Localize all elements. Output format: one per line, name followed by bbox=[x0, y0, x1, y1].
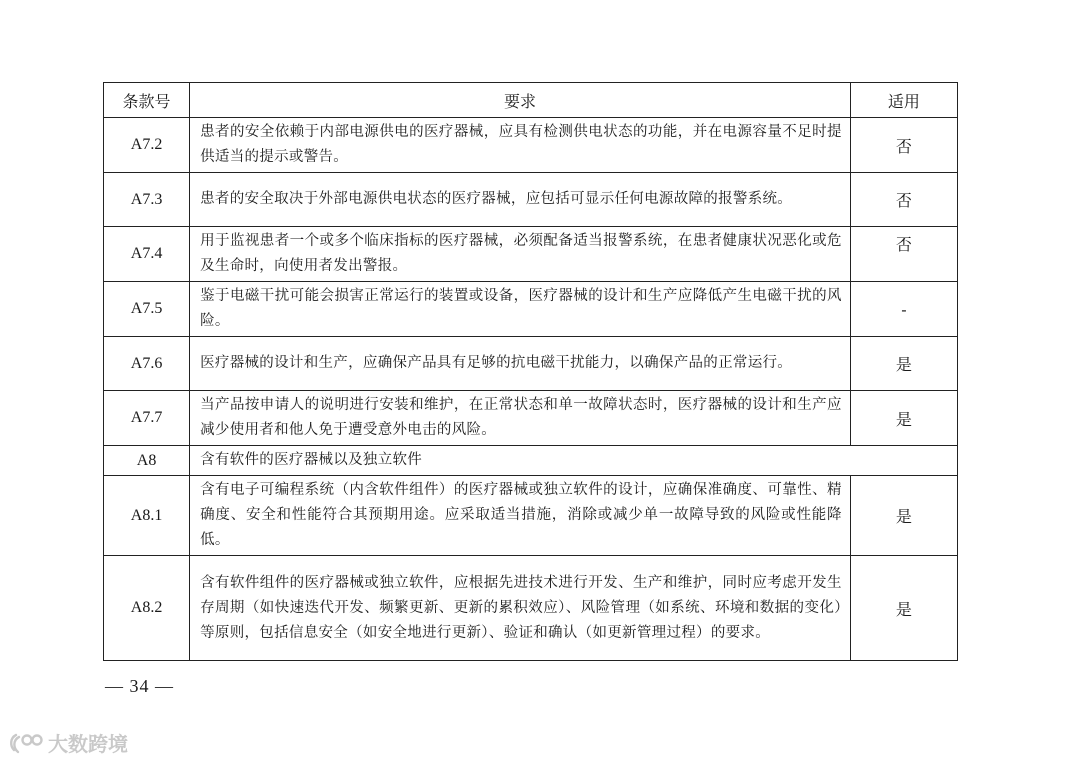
clause-number: A7.4 bbox=[104, 227, 190, 282]
page-number: — 34 — bbox=[105, 676, 174, 696]
clause-number: A8 bbox=[104, 446, 190, 476]
requirement-text: 含有电子可编程系统（内含软件组件）的医疗器械或独立软件的设计，应确保准确度、可靠性、精确度、安全和性能符合其预期用途。应采取适当措施，消除或减少单一故障导致的风险或性能降低。 bbox=[190, 476, 851, 556]
applicable-value: - bbox=[850, 282, 957, 337]
watermark-text: 大数跨境 bbox=[48, 732, 128, 756]
header-applicable: 适用 bbox=[850, 83, 957, 118]
requirement-text: 用于监视患者一个或多个临床指标的医疗器械，必须配备适当报警系统，在患者健康状况恶化或危及生命时，向使用者发出警报。 bbox=[190, 227, 851, 282]
table-row bbox=[104, 173, 958, 227]
clause-number: A8.1 bbox=[104, 476, 190, 556]
requirement-text: 当产品按申请人的说明进行安装和维护，在正常状态和单一故障状态时，医疗器械的设计和生产应减少使用者和他人免于遭受意外电击的风险。 bbox=[190, 391, 851, 446]
table-row bbox=[104, 282, 958, 337]
applicable-value: 否 bbox=[850, 118, 957, 173]
table-row bbox=[104, 118, 958, 173]
header-requirement: 要求 bbox=[190, 83, 851, 118]
section-title: 含有软件的医疗器械以及独立软件 bbox=[190, 446, 958, 476]
clause-number: A7.7 bbox=[104, 391, 190, 446]
applicable-value: 是 bbox=[850, 476, 957, 556]
table-row bbox=[104, 227, 958, 282]
header-clause-number: 条款号 bbox=[104, 83, 190, 118]
clause-number: A7.3 bbox=[104, 173, 190, 227]
table-row bbox=[104, 476, 958, 556]
clause-number: A7.5 bbox=[104, 282, 190, 337]
requirement-text: 患者的安全依赖于内部电源供电的医疗器械，应具有检测供电状态的功能，并在电源容量不足时提供适当的提示或警告。 bbox=[190, 118, 851, 173]
clause-number: A7.6 bbox=[104, 337, 190, 391]
table-row bbox=[104, 391, 958, 446]
requirement-text: 患者的安全取决于外部电源供电状态的医疗器械，应包括可显示任何电源故障的报警系统。 bbox=[190, 173, 851, 227]
requirement-text: 医疗器械的设计和生产，应确保产品具有足够的抗电磁干扰能力，以确保产品的正常运行。 bbox=[190, 337, 851, 391]
requirement-text: 鉴于电磁干扰可能会损害正常运行的装置或设备，医疗器械的设计和生产应降低产生电磁干扰的风险。 bbox=[190, 282, 851, 337]
watermark bbox=[8, 728, 128, 757]
table-row bbox=[104, 337, 958, 391]
requirement-text: 含有软件组件的医疗器械或独立软件，应根据先进技术进行开发、生产和维护，同时应考虑开发生存周期（如快速迭代开发、频繁更新、更新的累积效应）、风险管理（如系统、环境和数据的变化）等原则，包括信息安全（如安全地进行更新）、验证和确认（如更新管理过程）的要求。 bbox=[190, 556, 851, 661]
applicable-value: 否 bbox=[850, 173, 957, 227]
applicable-value: 是 bbox=[850, 391, 957, 446]
table-row bbox=[104, 556, 958, 661]
brand-logo-icon bbox=[8, 730, 44, 756]
table-header-row bbox=[104, 83, 958, 118]
requirements-table bbox=[103, 82, 958, 661]
table-row-section bbox=[104, 446, 958, 476]
clause-number: A7.2 bbox=[104, 118, 190, 173]
applicable-value: 是 bbox=[850, 556, 957, 661]
applicable-value: 否 bbox=[850, 227, 957, 282]
applicable-value: 是 bbox=[850, 337, 957, 391]
table-edge-mark bbox=[957, 300, 958, 326]
clause-number: A8.2 bbox=[104, 556, 190, 661]
